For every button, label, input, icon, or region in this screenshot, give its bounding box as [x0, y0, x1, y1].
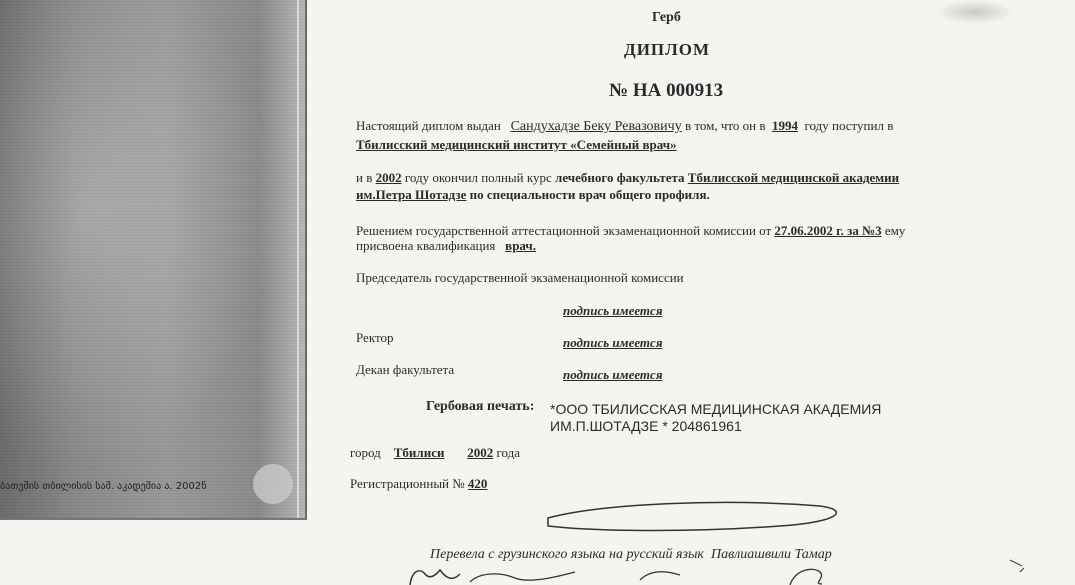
city-label: город: [350, 445, 381, 460]
emblem-label: Герб: [652, 10, 681, 25]
translator-name: Павлиашвили Тамар: [710, 547, 832, 562]
faculty-name: лечебного факультета: [555, 170, 685, 185]
seal-line1: *ООО ТБИЛИССКАЯ МЕДИЦИНСКАЯ АКАДЕМИЯ: [550, 401, 882, 417]
dean-signature: подпись имеется: [563, 367, 663, 382]
commission-date: 27.06.2002 г. за №3: [774, 223, 882, 238]
graduation-year: 2002: [375, 170, 402, 185]
document-title: ДИПЛОМ: [624, 40, 711, 59]
city-name: Тбилиси: [393, 445, 445, 460]
georgian-footer-text: ბათუმის თბილისის სამ. აკადემია ა. 2002წ: [0, 481, 207, 492]
translator-signature-3: [640, 572, 680, 580]
academy-name-part2: им.Петра Шотадзе: [356, 187, 467, 202]
p1-text-a: Настоящий диплом выдан: [356, 118, 501, 133]
registration-number: 420: [467, 476, 488, 491]
registration-label: Регистрационный №: [350, 476, 465, 491]
p3-text-a: Решением государственной аттестационной экзаменационной комиссии от: [356, 223, 772, 238]
p2-text-b: году окончил полный курс: [404, 170, 552, 185]
year-word: года: [496, 445, 520, 460]
rector-label: Ректор: [356, 330, 394, 345]
institute-name: Тбилисский медицинский институт «Семейный врач»: [356, 137, 677, 152]
chairman-signature: подпись имеется: [563, 303, 663, 318]
translation-text: Перевела с грузинского языка на русский язык: [430, 547, 704, 562]
chairman-label: Председатель государственной экзаменационной комиссии: [356, 270, 684, 285]
enrollment-year: 1994: [771, 118, 798, 133]
translator-signature-4: [790, 569, 822, 585]
qualification: врач.: [505, 238, 536, 253]
p2-text-a: и в: [356, 170, 373, 185]
academy-name-part1: Тбилисской медицинской академии: [687, 170, 900, 185]
translator-signature-1: [410, 570, 460, 585]
p3-text-b: ему: [884, 223, 906, 238]
translator-signature-2: [470, 572, 575, 582]
corner-mark: [1010, 560, 1024, 572]
specialty: врач общего профиля.: [578, 187, 710, 202]
city-year: 2002: [467, 445, 494, 460]
rector-signature: подпись имеется: [563, 335, 663, 350]
seal-label: Гербовая печать:: [426, 399, 535, 414]
p1-text-c: году поступил в: [804, 118, 894, 133]
dean-label: Декан факультета: [356, 362, 455, 377]
diploma-number: № НА 000913: [609, 80, 724, 101]
p3-text-c: присвоена квалификация: [356, 238, 496, 253]
graduate-name: Сандухадзе Беку Ревазовичу: [510, 119, 682, 134]
seal-line2: ИМ.П.ШОТАДЗЕ * 204861961: [550, 418, 742, 434]
p2-text-c: по специальности: [469, 187, 576, 202]
p1-text-b: в том, что он в: [684, 118, 766, 133]
signature-stroke-oval: [548, 502, 836, 530]
